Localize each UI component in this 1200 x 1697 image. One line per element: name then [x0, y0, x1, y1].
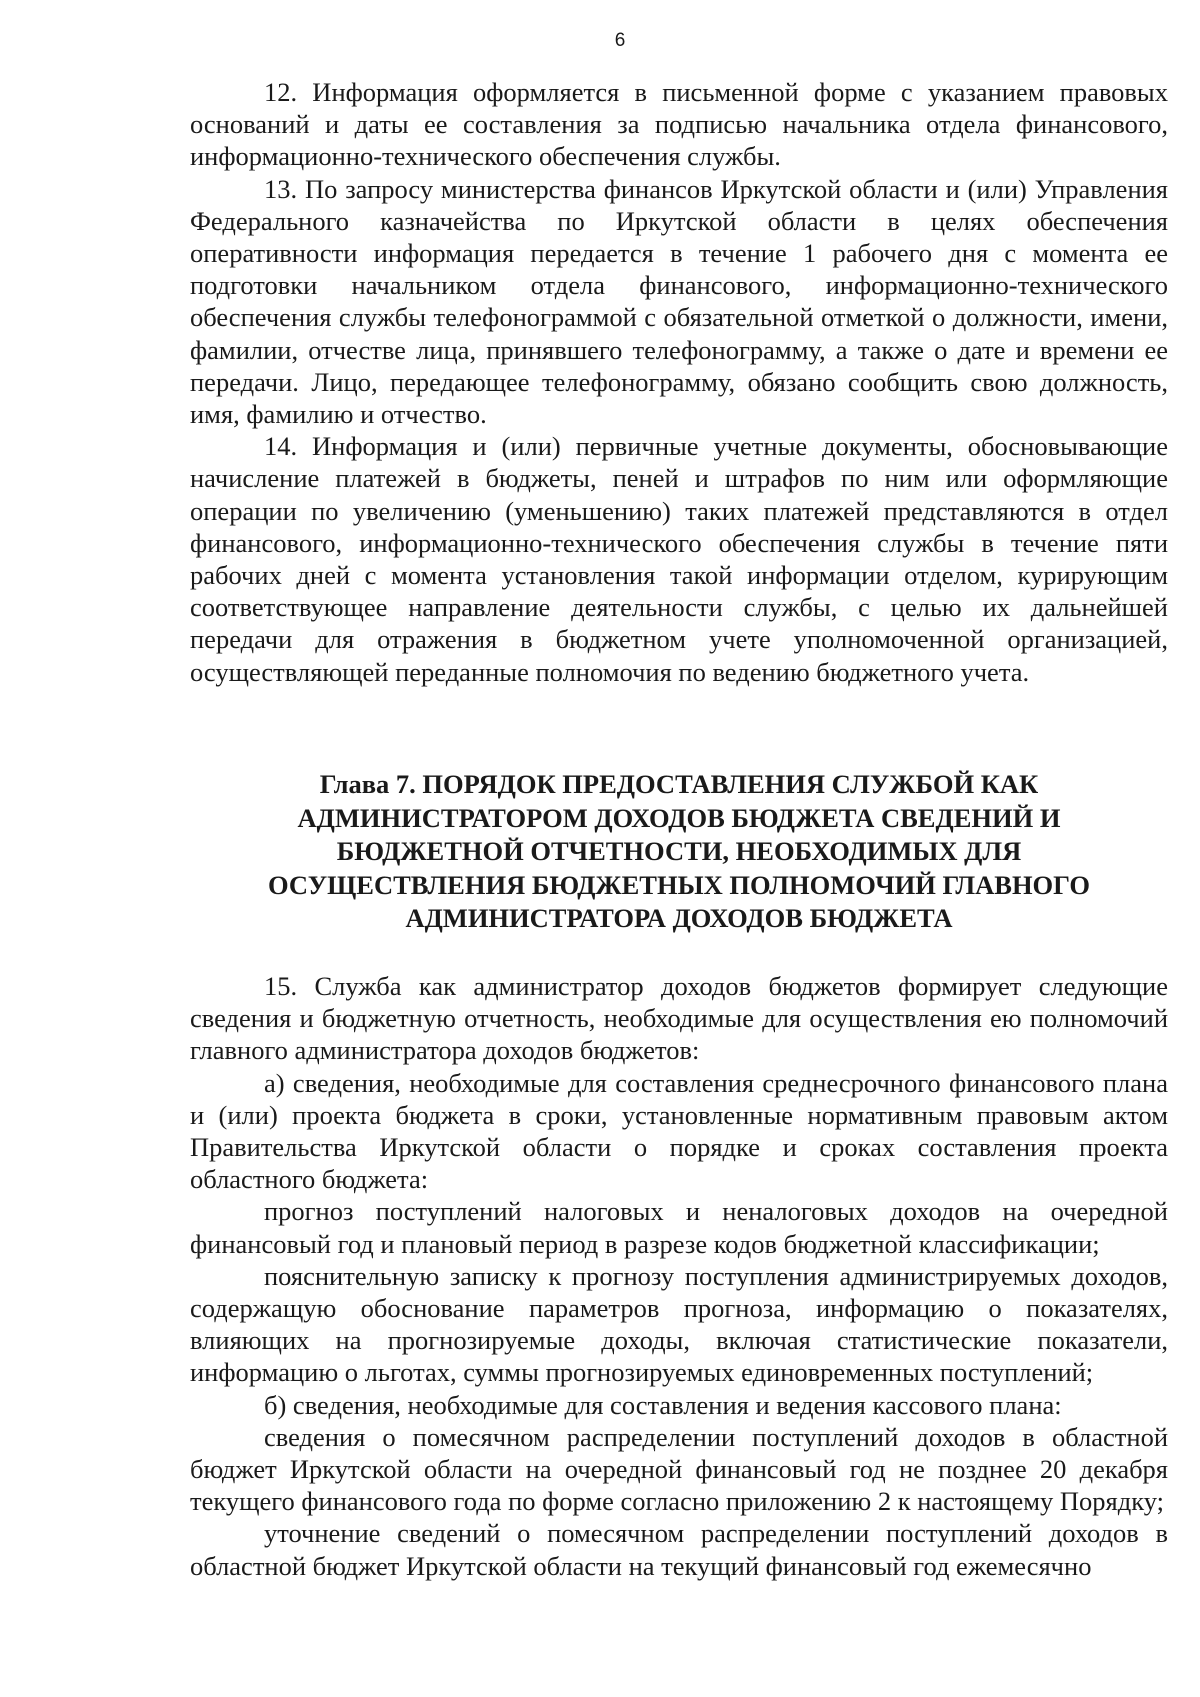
paragraph-14: 14. Информация и (или) первичные учетные документы, обосновывающие начисление платежей в бюджеты, пеней и штрафов по ним или оформляющие операции по увеличению (уменьшению) таких платежей представляются в отдел финансового, информационно-технического обеспечения службы в течение пяти рабочих дней с момента установления такой информации отделом, курирующим соответствующее направление деятельности службы, с целью их дальнейшей передачи для отражения в бюджетном учете уполномоченной организацией, осуществляющей переданные полномочия по ведению бюджетного учета.	[190, 431, 1168, 687]
list-item-forecast: прогноз поступлений налоговых и неналоговых доходов на очередной финансовый год и плановый период в разрезе кодов бюджетной классификации;	[190, 1196, 1168, 1259]
paragraph-13: 13. По запросу министерства финансов Иркутской области и (или) Управления Федерального казначейства по Иркутской области в целях обеспечения оперативности информация передается в течение 1 рабочего дня с момента ее подготовки начальником отдела финансового, информационно-технического обеспечения службы телефонограммой с обязательной отметкой о должности, имени, фамилии, отчестве лица, принявшего телефонограмму, а также о дате и времени ее передачи. Лицо, передающее телефонограмму, обязано сообщить свою должность, имя, фамилию и отчество.	[190, 173, 1168, 430]
chapter-heading-line: БЮДЖЕТНОЙ ОТЧЕТНОСТИ, НЕОБХОДИМЫХ ДЛЯ	[336, 836, 1022, 866]
subparagraph-b: б) сведения, необходимые для составления и ведения кассового плана:	[264, 1389, 1062, 1420]
list-item-explanatory-note: пояснительную записку к прогнозу поступления администрируемых доходов, содержащую обоснование параметров прогноза, информацию о показателях, влияющих на прогнозируемые доходы, включая статистические показатели, информацию о льготах, суммы прогнозируемых единовременных поступлений;	[190, 1260, 1168, 1388]
paragraphs-before-chapter	[190, 76, 1168, 688]
list-item-monthly-distribution: сведения о помесячном распределении поступлений доходов в областной бюджет Иркутской области на очередной финансовый год не позднее 20 декабря текущего финансового года по форме согласно приложению 2 к настоящему Порядку;	[190, 1421, 1168, 1517]
page-number: 6	[614, 30, 626, 51]
chapter-heading-line: Глава 7. ПОРЯДОК ПРЕДОСТАВЛЕНИЯ СЛУЖБОЙ КАК	[319, 769, 1039, 799]
paragraphs-after-chapter	[190, 970, 1168, 1582]
chapter-heading-line: АДМИНИСТРАТОРОМ ДОХОДОВ БЮДЖЕТА СВЕДЕНИЙ И	[297, 802, 1061, 833]
paragraph-12: 12. Информация оформляется в письменной форме с указанием правовых оснований и даты ее составления за подписью начальника отдела финансового, информационно-технического обеспечения службы.	[190, 77, 1168, 172]
list-item-monthly-update: уточнение сведений о помесячном распределении поступлений доходов в областной бюджет Иркутской области на текущий финансовый год ежемесячно	[190, 1518, 1168, 1581]
chapter-heading-line: АДМИНИСТРАТОРА ДОХОДОВ БЮДЖЕТА	[405, 903, 953, 933]
subparagraph-a: а) сведения, необходимые для составления среднесрочного финансового плана и (или) проекта бюджета в сроки, установленные нормативным правовым актом Правительства Иркутской области о порядке и сроках составления проекта областного бюджета:	[190, 1067, 1168, 1195]
chapter-heading	[190, 768, 1168, 936]
paragraph-15: 15. Служба как администратор доходов бюджетов формирует следующие сведения и бюджетную отчетность, необходимые для осуществления ею полномочий главного администратора доходов бюджетов:	[190, 971, 1168, 1066]
chapter-heading-line: ОСУЩЕСТВЛЕНИЯ БЮДЖЕТНЫХ ПОЛНОМОЧИЙ ГЛАВНОГО	[268, 869, 1090, 900]
